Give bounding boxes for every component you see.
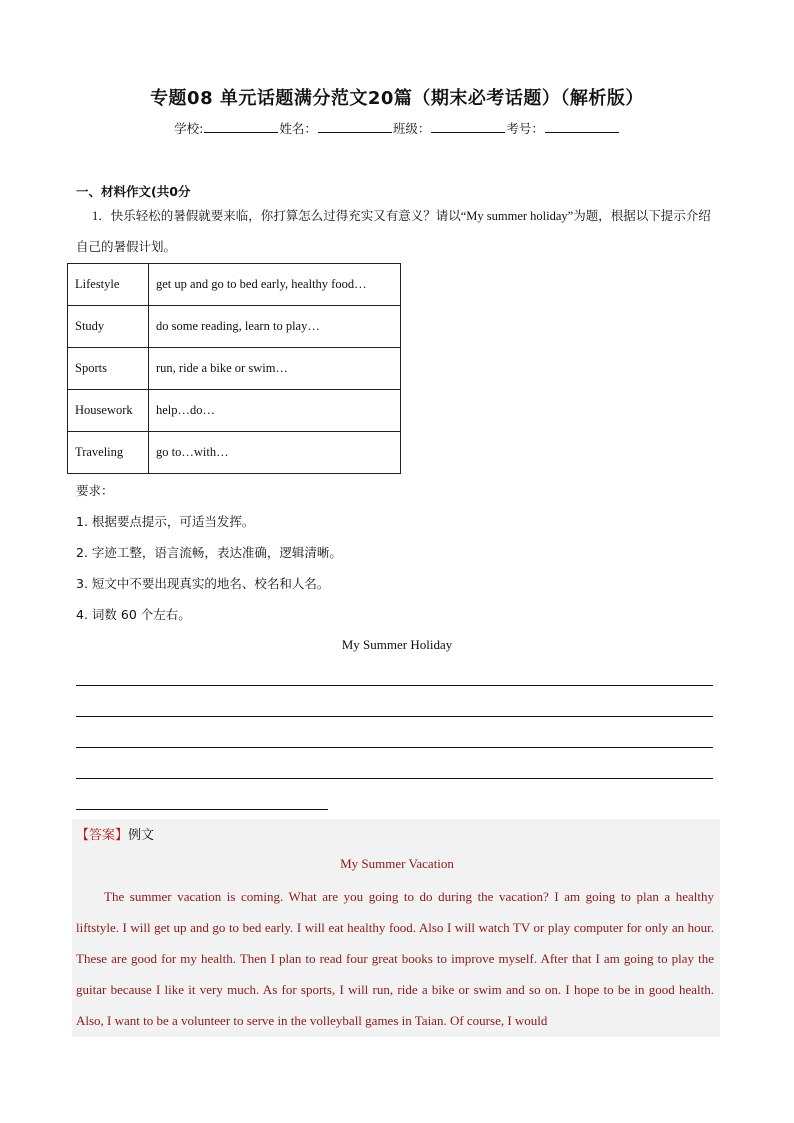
answer-tag: 【答案】 — [76, 828, 129, 843]
name-label: 姓名： — [279, 121, 317, 136]
table-row — [68, 432, 401, 474]
example-label: 例文 — [128, 828, 155, 843]
class-blank[interactable] — [431, 120, 505, 133]
requirement-item: 1. 根据要点提示，可适当发挥。 — [76, 514, 255, 529]
answer-title: My Summer Vacation — [340, 856, 454, 871]
table-cell-hint: get up and go to bed early, healthy food… — [149, 264, 401, 306]
hints-table — [67, 263, 401, 474]
name-blank[interactable] — [318, 120, 392, 133]
exam-no-label: 考号： — [506, 121, 544, 136]
school-label: 学校: — [174, 121, 204, 136]
table-cell-topic: Sports — [68, 348, 149, 390]
document-title: 专题08 单元话题满分范文20篇（期末必考话题）（解析版） — [150, 88, 644, 109]
school-blank[interactable] — [204, 120, 278, 133]
requirement-item: 4. 词数 60 个左右。 — [76, 607, 191, 622]
table-row — [68, 348, 401, 390]
table-cell-hint: go to…with… — [149, 432, 401, 474]
writing-line[interactable] — [76, 716, 713, 717]
answer-body: The summer vacation is coming. What are you going to do during the vacation? I am going to plan a healthy liftstyle. I will get up and go to bed early. I will eat healthy food. Also I will watch TV or play computer for only an hour. These are good for my health. Then I plan to read four great books to improve myself. After that I am going to play the guitar because I like it very much. As for sports, I will run, ride a bike or swim and so on. I hope to be in good health. Also, I want to be a volunteer to serve in the volleyball games in Taian. Of course, I would — [76, 889, 714, 1028]
table-cell-hint: do some reading, learn to play… — [149, 306, 401, 348]
essay-title: My Summer Holiday — [341, 637, 453, 652]
table-row — [68, 264, 401, 306]
table-row — [68, 390, 401, 432]
requirements-heading: 要求： — [76, 483, 114, 498]
table-cell-hint: help…do… — [149, 390, 401, 432]
writing-line[interactable] — [76, 747, 713, 748]
table-cell-topic: Traveling — [68, 432, 149, 474]
class-label: 班级： — [392, 121, 431, 136]
requirement-item: 3. 短文中不要出现真实的地名、校名和人名。 — [76, 576, 330, 591]
exam-no-blank[interactable] — [545, 120, 619, 133]
answer-heading — [76, 824, 154, 843]
student-info-line — [0, 119, 794, 137]
table-cell-topic: Study — [68, 306, 149, 348]
writing-line[interactable] — [76, 778, 713, 779]
table-cell-topic: Housework — [68, 390, 149, 432]
table-cell-topic: Lifestyle — [68, 264, 149, 306]
question-text: 1．快乐轻松的暑假就要来临，你打算怎么过得充实又有意义？请以“My summer holiday”为题，根据以下提示介绍自己的暑假计划。 — [76, 209, 711, 254]
writing-line[interactable] — [76, 809, 328, 810]
table-row — [68, 306, 401, 348]
writing-line[interactable] — [76, 685, 713, 686]
table-cell-hint: run, ride a bike or swim… — [149, 348, 401, 390]
section-heading: 一、材料作文(共0分 — [76, 184, 191, 199]
requirement-item: 2. 字迹工整，语言流畅，表达准确，逻辑清晰。 — [76, 545, 342, 560]
